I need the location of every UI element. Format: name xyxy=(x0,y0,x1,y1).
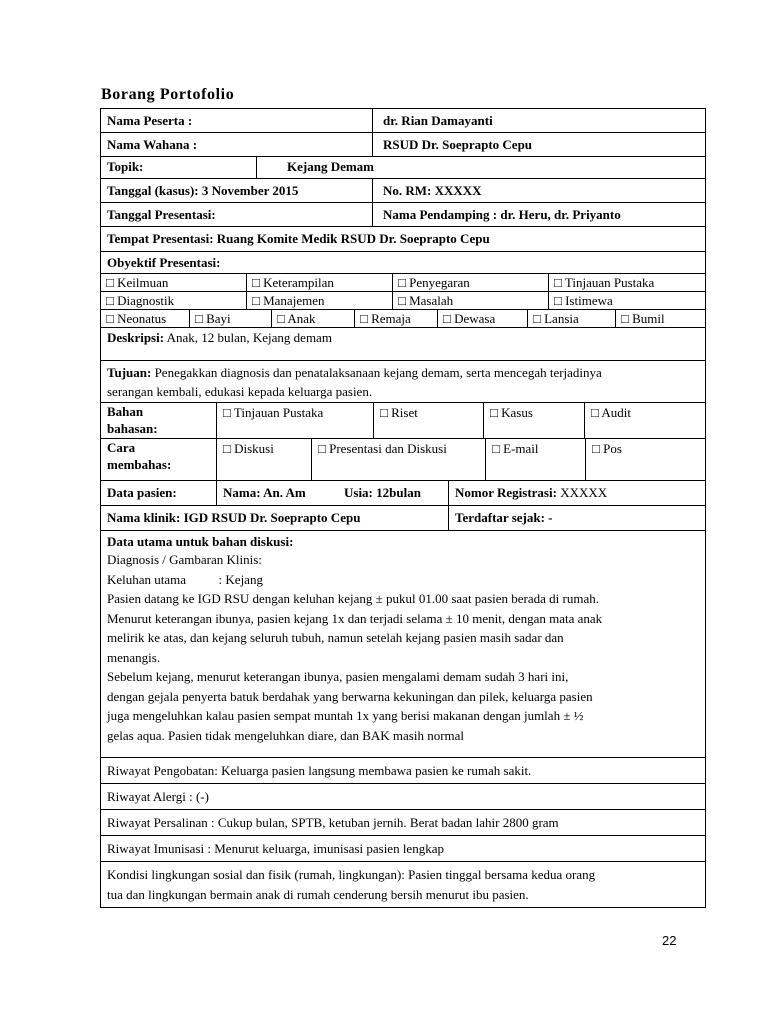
row-presentasi xyxy=(100,203,706,227)
nama-pasien: Nama: An. Am xyxy=(216,481,338,505)
row-cara-membahas xyxy=(100,439,706,481)
row-bahan-bahasan xyxy=(100,403,706,439)
riwayat-persalinan: Riwayat Persalinan : Cukup bulan, SPTB, ketuban jernih. Berat badan lahir 2800 gram xyxy=(107,815,559,830)
option-bahan-kasus[interactable]: □ Kasus xyxy=(483,403,584,438)
data-utama-heading: Data utama untuk bahan diskusi: xyxy=(107,534,294,549)
nama-pendamping: Nama Pendamping : dr. Heru, dr. Priyanto xyxy=(372,203,705,226)
option-masalah[interactable]: □ Masalah xyxy=(392,292,548,309)
tujuan-line-1: Penegakkan diagnosis dan penatalaksanaan kejang demam, serta mencegah terjadinya xyxy=(151,365,602,380)
nomor-registrasi-value: XXXXX xyxy=(556,485,608,500)
option-lansia[interactable]: □ Lansia xyxy=(527,310,615,327)
option-pos[interactable]: □ Pos xyxy=(585,439,705,480)
topik-label: Topik: xyxy=(107,159,144,174)
nama-klinik: Nama klinik: IGD RSUD Dr. Soeprapto Cepu xyxy=(107,510,361,525)
option-bumil[interactable]: □ Bumil xyxy=(615,310,705,327)
row-kondisi-lingkungan xyxy=(100,862,706,908)
tanggal-presentasi: Tanggal Presentasi: xyxy=(107,207,216,222)
tujuan-line-2: serangan kembali, edukasi kepada keluarga pasien. xyxy=(107,384,373,399)
obyektif-label: Obyektif Presentasi: xyxy=(107,255,221,270)
option-anak[interactable]: □ Anak xyxy=(271,310,354,327)
riwayat-pengobatan: Riwayat Pengobatan: Keluarga pasien langsung membawa pasien ke rumah sakit. xyxy=(107,763,532,778)
option-remaja[interactable]: □ Remaja xyxy=(354,310,437,327)
obyektif-options-3 xyxy=(100,310,706,328)
tujuan-label: Tujuan: xyxy=(107,365,152,380)
peserta-label: Nama Peserta : xyxy=(107,113,193,128)
option-dewasa[interactable]: □ Dewasa xyxy=(437,310,527,327)
row-tempat xyxy=(100,227,706,252)
data-utama-line: Diagnosis / Gambaran Klinis: xyxy=(107,552,262,567)
peserta-value: dr. Rian Damayanti xyxy=(372,109,705,132)
wahana-label: Nama Wahana : xyxy=(107,137,198,152)
topik-value: Kejang Demam xyxy=(256,157,705,178)
bahan-label-2: bahasan: xyxy=(107,421,158,436)
data-utama-line: Menurut keterangan ibunya, pasien kejang 1x dan terjadi selama ± 10 menit, dengan mata anak xyxy=(107,610,603,626)
data-utama-line: gelas aqua. Pasien tidak mengeluhkan diare, dan BAK masih normal xyxy=(107,727,465,743)
data-utama-line: melirik ke atas, dan kejang seluruh tubuh, namun setelah kejang pasien masih sadar dan xyxy=(107,630,564,645)
option-diagnostik[interactable]: □ Diagnostik xyxy=(106,293,175,308)
option-bahan-tinjauan-pustaka[interactable]: □ Tinjauan Pustaka xyxy=(216,403,373,438)
tujuan xyxy=(101,361,705,402)
deskripsi-value: Anak, 12 bulan, Kejang demam xyxy=(164,330,332,345)
data-utama xyxy=(101,531,705,747)
tempat-presentasi: Tempat Presentasi: Ruang Komite Medik RSUD Dr. Soeprapto Cepu xyxy=(107,231,490,246)
tanggal-kasus: Tanggal (kasus): 3 November 2015 xyxy=(107,183,299,198)
row-data-pasien xyxy=(100,481,706,506)
portfolio-form xyxy=(100,108,706,908)
data-pasien-label: Data pasien: xyxy=(107,485,177,500)
bahan-label xyxy=(101,403,216,438)
row-peserta xyxy=(100,108,706,133)
kondisi-lingkungan xyxy=(101,862,705,906)
option-istimewa[interactable]: □ Istimewa xyxy=(548,292,705,309)
option-diskusi[interactable]: □ Diskusi xyxy=(216,439,311,480)
nomor-registrasi xyxy=(448,481,705,505)
row-obyektif xyxy=(100,252,706,274)
row-riwayat-alergi xyxy=(100,784,706,810)
row-tujuan xyxy=(100,361,706,403)
option-email[interactable]: □ E-mail xyxy=(485,439,585,480)
terdaftar-sejak: Terdaftar sejak: - xyxy=(448,506,705,530)
row-deskripsi xyxy=(100,328,706,361)
row-wahana xyxy=(100,133,706,157)
data-utama-line: dengan gejala penyerta batuk berdahak yang berwarna kekuningan dan pilek, keluarga pasien xyxy=(107,688,593,704)
option-bahan-audit[interactable]: □ Audit xyxy=(584,403,705,438)
cara-label-2: membahas: xyxy=(107,457,172,472)
page-title: Borang Portofolio xyxy=(101,86,235,103)
option-manajemen[interactable]: □ Manajemen xyxy=(246,292,392,309)
nomor-registrasi-label: Nomor Registrasi: xyxy=(455,485,557,500)
data-utama-line: juga mengeluhkan kalau pasien sempat muntah 1x yang berisi makanan dengan jumlah ± ½ xyxy=(107,708,584,723)
data-utama-line: Sebelum kejang, menurut keterangan ibunya, pasien mengalami demam sudah 3 hari ini, xyxy=(107,669,569,684)
option-keilmuan[interactable]: □ Keilmuan xyxy=(106,275,169,290)
kondisi-line-2: tua dan lingkungan bermain anak di rumah cenderung bersih menurut ibu pasien. xyxy=(107,886,529,902)
obyektif-options-1 xyxy=(100,274,706,292)
row-riwayat-pengobatan xyxy=(100,758,706,784)
no-rm: No. RM: XXXXX xyxy=(372,179,705,202)
option-tinjauan-pustaka[interactable]: □ Tinjauan Pustaka xyxy=(548,274,705,291)
deskripsi xyxy=(101,328,705,360)
data-utama-line: Pasien datang ke IGD RSU dengan keluhan kejang ± pukul 01.00 saat pasien berada di rumah. xyxy=(107,591,599,606)
row-topik xyxy=(100,157,706,179)
cara-label xyxy=(101,439,216,480)
option-penyegaran[interactable]: □ Penyegaran xyxy=(392,274,548,291)
obyektif-options-2 xyxy=(100,292,706,310)
option-keterampilan[interactable]: □ Keterampilan xyxy=(246,274,392,291)
option-bayi[interactable]: □ Bayi xyxy=(189,310,271,327)
riwayat-imunisasi: Riwayat Imunisasi : Menurut keluarga, imunisasi pasien lengkap xyxy=(107,841,444,856)
cara-label-1: Cara xyxy=(107,440,136,455)
row-tanggal xyxy=(100,179,706,203)
row-riwayat-persalinan xyxy=(100,810,706,836)
kondisi-line-1: Kondisi lingkungan sosial dan fisik (rumah, lingkungan): Pasien tinggal bersama kedua orang xyxy=(107,867,596,882)
option-neonatus[interactable]: □ Neonatus xyxy=(106,311,167,326)
deskripsi-label: Deskripsi: xyxy=(107,330,165,345)
bahan-label-1: Bahan xyxy=(107,404,144,419)
riwayat-alergi: Riwayat Alergi : (-) xyxy=(107,789,209,804)
row-riwayat-imunisasi xyxy=(100,836,706,862)
page-number: 22 xyxy=(662,933,677,948)
option-bahan-riset[interactable]: □ Riset xyxy=(373,403,483,438)
data-utama-line: menangis. xyxy=(107,649,161,665)
wahana-value: RSUD Dr. Soeprapto Cepu xyxy=(372,133,705,156)
data-utama-line: Keluhan utama : Kejang xyxy=(107,571,263,587)
usia-pasien: Usia: 12bulan xyxy=(344,485,421,500)
row-klinik xyxy=(100,506,706,531)
option-presentasi-diskusi[interactable]: □ Presentasi dan Diskusi xyxy=(311,439,485,480)
row-data-utama xyxy=(100,531,706,758)
